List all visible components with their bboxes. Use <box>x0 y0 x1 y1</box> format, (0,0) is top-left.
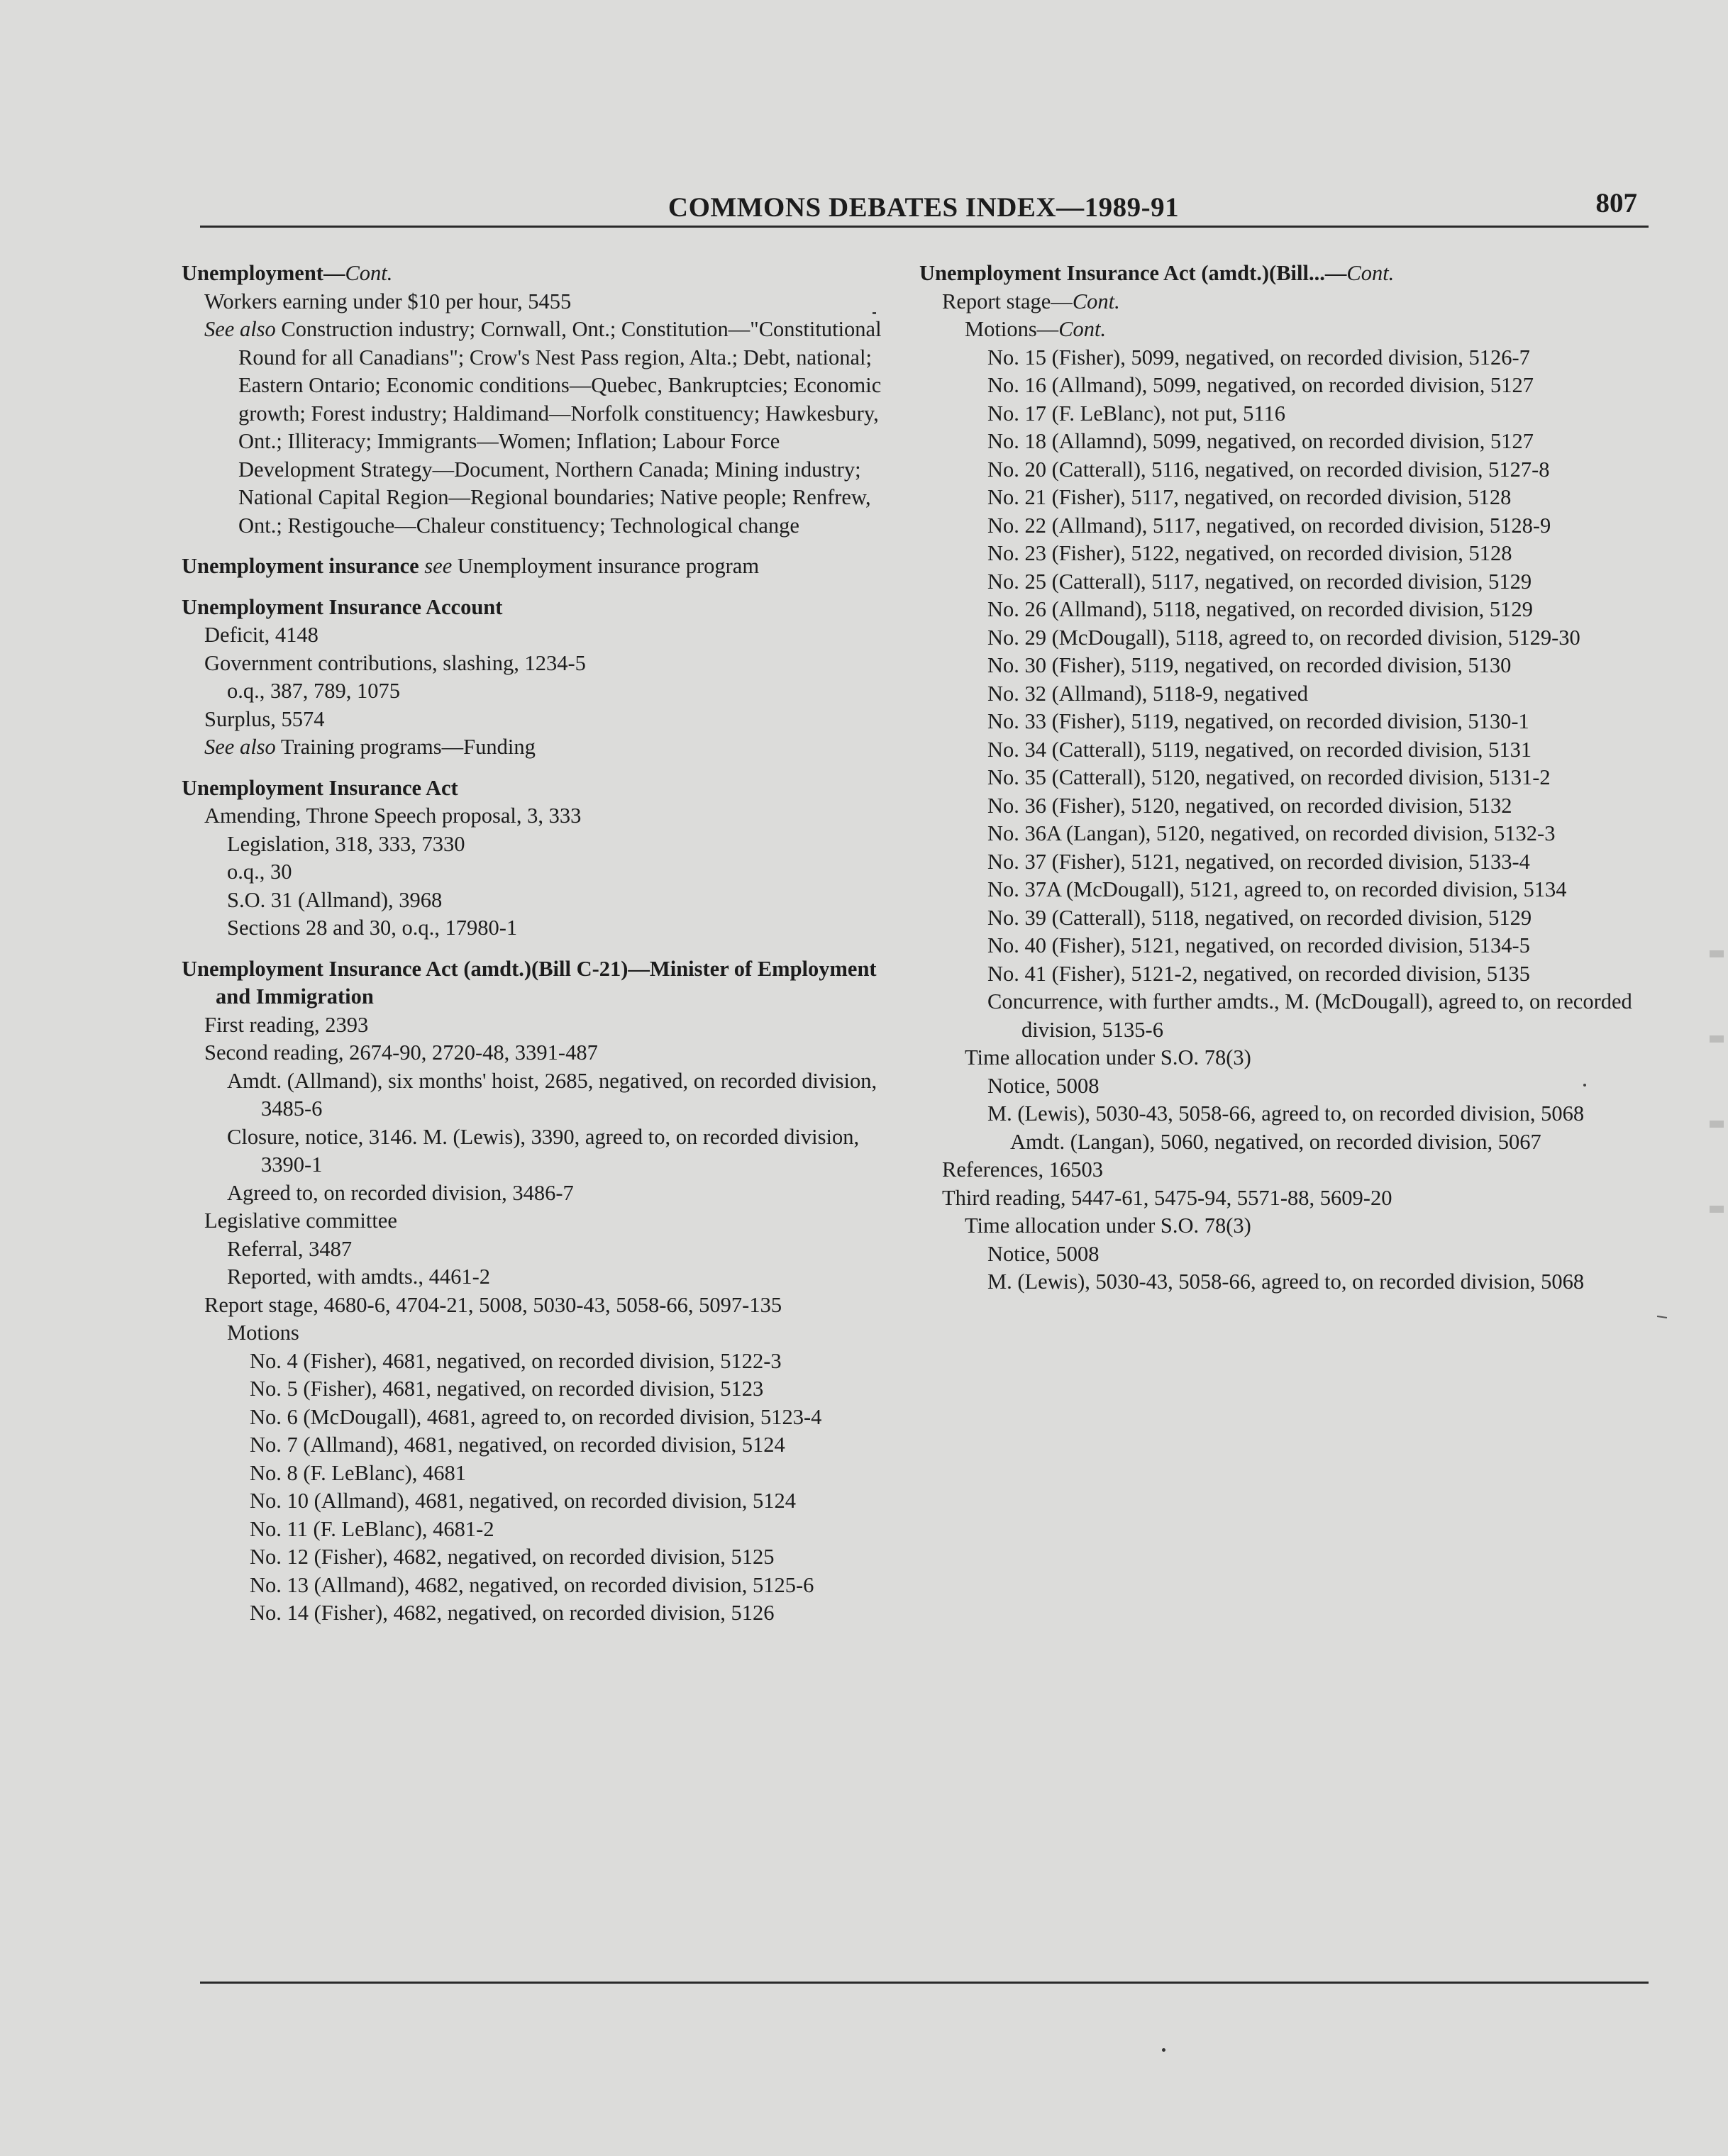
index-entry <box>919 484 1636 512</box>
entry-text: No. 33 (Fisher), 5119, negatived, on recorded division, 5130-1 <box>987 709 1529 733</box>
entry-text: Construction industry; Cornwall, Ont.; Constitution—"Constitutional Round for all Canadians"; Crow's Nest Pass region, Alta.; Debt, national; Eastern Ontario; Economic conditions—Quebec, Bankruptcies; Economic growth; Forest industry; Haldimand—Norfolk constituency; Hawkesbury, Ont.; Illiteracy; Immigrants—Women; Inflation; Labour Force Development Strategy—Document, Northern Canada; Mining industry; National Capital Region—Regional boundaries; Native people; Renfrew, Ont.; Restigouche—Chaleur constituency; Technological change <box>238 317 882 538</box>
index-heading <box>182 552 891 581</box>
entry-text: References, 16503 <box>942 1157 1103 1182</box>
index-entry <box>919 540 1636 568</box>
index-entry <box>919 596 1636 624</box>
left-column <box>182 260 891 1628</box>
entry-text: No. 29 (McDougall), 5118, agreed to, on recorded division, 5129-30 <box>987 625 1580 650</box>
entry-text: Notice, 5008 <box>987 1241 1100 1266</box>
entry-text: Legislative committee <box>204 1208 397 1233</box>
entry-text: Closure, notice, 3146. M. (Lewis), 3390, agreed to, on recorded division, 3390-1 <box>227 1124 860 1177</box>
entry-text: No. 12 (Fisher), 4682, negatived, on recorded division, 5125 <box>250 1545 775 1569</box>
index-entry <box>182 677 891 706</box>
stray-mark <box>1583 1084 1586 1087</box>
index-entry <box>182 1291 891 1320</box>
entry-text: Sections 28 and 30, o.q., 17980-1 <box>227 916 518 940</box>
index-entry <box>182 1487 891 1516</box>
index-entry <box>182 1235 891 1264</box>
index-entry <box>919 428 1636 456</box>
italic-text: Cont. <box>1058 317 1107 341</box>
running-title: COMMONS DEBATES INDEX—1989-91 <box>668 192 1180 223</box>
entry-text: No. 26 (Allmand), 5118, negatived, on recorded division, 5129 <box>987 597 1533 621</box>
index-entry <box>182 650 891 678</box>
entry-text: No. 21 (Fisher), 5117, negatived, on recorded division, 5128 <box>987 485 1512 509</box>
index-entry <box>182 1039 891 1067</box>
entry-text: No. 36A (Langan), 5120, negatived, on recorded division, 5132-3 <box>987 821 1556 845</box>
entry-text: Amdt. (Allmand), six months' hoist, 2685, negatived, on recorded division, 3485-6 <box>227 1068 877 1121</box>
index-entry <box>919 708 1636 736</box>
entry-text: No. 15 (Fisher), 5099, negatived, on recorded division, 5126-7 <box>987 345 1530 369</box>
entry-text: Workers earning under $10 per hour, 5455 <box>204 289 572 313</box>
index-entry <box>919 1184 1636 1213</box>
entry-text: No. 35 (Catterall), 5120, negatived, on recorded division, 5131-2 <box>987 765 1551 789</box>
index-entry <box>182 1179 891 1208</box>
index-entry <box>182 1123 891 1179</box>
entry-text: No. 37A (McDougall), 5121, agreed to, on recorded division, 5134 <box>987 877 1567 901</box>
index-entry <box>919 344 1636 372</box>
index-entry <box>919 1100 1636 1128</box>
index-entry <box>919 764 1636 792</box>
index-entry <box>919 1156 1636 1184</box>
index-entry <box>919 1072 1636 1101</box>
index-entry <box>919 680 1636 709</box>
entry-text: No. 10 (Allmand), 4681, negatived, on recorded division, 5124 <box>250 1489 796 1513</box>
entry-text: No. 14 (Fisher), 4682, negatived, on recorded division, 5126 <box>250 1601 775 1625</box>
entry-text: Legislation, 318, 333, 7330 <box>227 831 465 856</box>
entry-text: Referral, 3487 <box>227 1236 353 1261</box>
index-heading <box>919 260 1636 288</box>
heading-text: Unemployment <box>182 261 323 285</box>
index-entry <box>182 887 891 915</box>
entry-text: Time allocation under S.O. 78(3) <box>965 1045 1251 1069</box>
index-entry <box>919 288 1636 316</box>
entry-text: Motions <box>227 1321 299 1345</box>
index-entry <box>919 876 1636 904</box>
footer-rule <box>200 1982 1649 1984</box>
entry-text: First reading, 2393 <box>204 1012 369 1037</box>
index-entry <box>182 1431 891 1460</box>
index-entry <box>182 1067 891 1123</box>
index-entry <box>182 802 891 830</box>
stray-dot <box>1162 2048 1165 2052</box>
index-entry <box>919 652 1636 680</box>
index-entry <box>919 988 1636 1044</box>
index-entry <box>182 1516 891 1544</box>
entry-text: No. 6 (McDougall), 4681, agreed to, on recorded division, 5123-4 <box>250 1404 822 1429</box>
entry-text: No. 39 (Catterall), 5118, negatived, on recorded division, 5129 <box>987 905 1532 930</box>
index-entry <box>182 914 891 943</box>
index-entry <box>919 1128 1636 1157</box>
entry-text: o.q., 30 <box>227 860 292 884</box>
entry-text: No. 22 (Allmand), 5117, negatived, on recorded division, 5128-9 <box>987 513 1551 538</box>
heading-text: Unemployment Insurance Act (amdt.)(Bill...— <box>919 261 1347 285</box>
heading-text: Unemployment Insurance Account <box>182 594 503 619</box>
heading-text: Unemployment Insurance Act <box>182 775 458 800</box>
index-heading <box>182 955 891 1011</box>
index-entry <box>919 1268 1636 1296</box>
index-entry <box>182 1348 891 1376</box>
index-entry <box>919 1212 1636 1240</box>
index-entry <box>182 1319 891 1348</box>
index-entry <box>919 848 1636 877</box>
entry-text: Motions— <box>965 317 1059 341</box>
entry-text: No. 18 (Allamnd), 5099, negatived, on recorded division, 5127 <box>987 429 1534 453</box>
entry-text: No. 7 (Allmand), 4681, negatived, on recorded division, 5124 <box>250 1433 785 1457</box>
index-entry <box>919 456 1636 484</box>
entry-text: No. 4 (Fisher), 4681, negatived, on recorded division, 5122-3 <box>250 1348 782 1373</box>
entry-text: No. 16 (Allmand), 5099, negatived, on recorded division, 5127 <box>987 373 1534 397</box>
index-entry <box>182 1404 891 1432</box>
entry-text: Unemployment insurance program <box>452 554 760 578</box>
heading-text: — <box>323 261 345 285</box>
entry-text: Notice, 5008 <box>987 1073 1100 1098</box>
index-entry <box>182 288 891 316</box>
index-entry <box>919 400 1636 428</box>
index-heading <box>182 774 891 803</box>
entry-text: No. 41 (Fisher), 5121-2, negatived, on recorded division, 5135 <box>987 961 1530 986</box>
entry-text: M. (Lewis), 5030-43, 5058-66, agreed to, on recorded division, 5068 <box>987 1269 1585 1294</box>
entry-text: No. 25 (Catterall), 5117, negatived, on recorded division, 5129 <box>987 569 1532 594</box>
index-entry <box>182 733 891 762</box>
entry-text: Amending, Throne Speech proposal, 3, 333 <box>204 804 582 828</box>
index-entry <box>182 706 891 734</box>
entry-text: Government contributions, slashing, 1234-5 <box>204 650 586 675</box>
index-entry <box>919 1240 1636 1269</box>
entry-text: No. 32 (Allmand), 5118-9, negatived <box>987 681 1309 706</box>
index-entry <box>919 736 1636 765</box>
italic-text: See also <box>204 317 276 341</box>
index-entry <box>182 316 891 540</box>
index-entry <box>919 316 1636 344</box>
entry-text: Third reading, 5447-61, 5475-94, 5571-88, 5609-20 <box>942 1185 1392 1210</box>
page-header <box>200 186 1647 228</box>
scan-edge-marks <box>1710 908 1724 1220</box>
entry-text: No. 23 (Fisher), 5122, negatived, on recorded division, 5128 <box>987 541 1512 565</box>
entry-text: Amdt. (Langan), 5060, negatived, on recorded division, 5067 <box>1010 1129 1541 1154</box>
stray-mark <box>1657 1316 1667 1318</box>
italic-text: see <box>424 554 453 578</box>
entry-text: Report stage, 4680-6, 4704-21, 5008, 5030-43, 5058-66, 5097-135 <box>204 1292 782 1317</box>
entry-text: Training programs—Funding <box>275 735 536 759</box>
entry-text: Report stage— <box>942 289 1073 313</box>
index-entry <box>182 1011 891 1040</box>
entry-text: No. 36 (Fisher), 5120, negatived, on recorded division, 5132 <box>987 793 1512 818</box>
entry-text: Reported, with amdts., 4461-2 <box>227 1265 491 1289</box>
italic-text: Cont. <box>1346 261 1395 285</box>
italic-text: Cont. <box>345 261 393 285</box>
entry-text: Surplus, 5574 <box>204 706 325 731</box>
entry-text: Agreed to, on recorded division, 3486-7 <box>227 1180 574 1205</box>
index-heading <box>182 594 891 622</box>
entry-text: Concurrence, with further amdts., M. (McDougall), agreed to, on recorded division, 5135-6 <box>987 989 1632 1042</box>
heading-text: Unemployment Insurance Act (amdt.)(Bill C-21)—Minister of Employment and Immigration <box>182 956 877 1008</box>
entry-text: No. 17 (F. LeBlanc), not put, 5116 <box>987 401 1285 426</box>
index-entry <box>919 568 1636 596</box>
index-heading <box>182 260 891 288</box>
index-entry <box>182 1599 891 1628</box>
index-entry <box>919 624 1636 652</box>
entry-text: No. 5 (Fisher), 4681, negatived, on recorded division, 5123 <box>250 1377 764 1401</box>
entry-text: M. (Lewis), 5030-43, 5058-66, agreed to, on recorded division, 5068 <box>987 1101 1585 1126</box>
entry-text: No. 40 (Fisher), 5121, negatived, on recorded division, 5134-5 <box>987 933 1530 957</box>
entry-text: No. 34 (Catterall), 5119, negatived, on recorded division, 5131 <box>987 737 1532 762</box>
index-entry <box>182 858 891 887</box>
italic-text: See also <box>204 735 276 759</box>
index-entry <box>182 1572 891 1600</box>
entry-text: Time allocation under S.O. 78(3) <box>965 1213 1251 1238</box>
stray-mark <box>873 312 876 314</box>
index-entry <box>182 830 891 859</box>
index-entry <box>919 932 1636 960</box>
index-entry <box>919 512 1636 540</box>
index-entry <box>182 1375 891 1404</box>
page-number: 807 <box>1595 188 1637 218</box>
index-entry <box>919 792 1636 821</box>
header-rule <box>200 226 1649 228</box>
index-entry <box>919 960 1636 989</box>
entry-text: S.O. 31 (Allmand), 3968 <box>227 887 443 912</box>
index-entry <box>182 1460 891 1488</box>
entry-text: Second reading, 2674-90, 2720-48, 3391-487 <box>204 1040 598 1065</box>
entry-text: Deficit, 4148 <box>204 623 319 647</box>
index-entry <box>919 1044 1636 1072</box>
index-entry <box>182 1207 891 1235</box>
index-entry <box>919 820 1636 848</box>
index-entry <box>182 1263 891 1291</box>
index-entry <box>182 621 891 650</box>
index-entry <box>919 904 1636 933</box>
entry-text: No. 11 (F. LeBlanc), 4681-2 <box>250 1516 494 1541</box>
italic-text: Cont. <box>1072 289 1120 313</box>
entry-text: No. 37 (Fisher), 5121, negatived, on recorded division, 5133-4 <box>987 849 1530 874</box>
entry-text: No. 13 (Allmand), 4682, negatived, on recorded division, 5125-6 <box>250 1572 814 1597</box>
index-entry <box>182 1543 891 1572</box>
index-entry <box>919 372 1636 400</box>
entry-text: o.q., 387, 789, 1075 <box>227 679 400 703</box>
entry-text: No. 8 (F. LeBlanc), 4681 <box>250 1460 467 1485</box>
heading-text: Unemployment insurance <box>182 554 419 578</box>
entry-text: No. 20 (Catterall), 5116, negatived, on recorded division, 5127-8 <box>987 457 1550 482</box>
right-column <box>919 260 1636 1296</box>
entry-text: No. 30 (Fisher), 5119, negatived, on recorded division, 5130 <box>987 653 1512 677</box>
